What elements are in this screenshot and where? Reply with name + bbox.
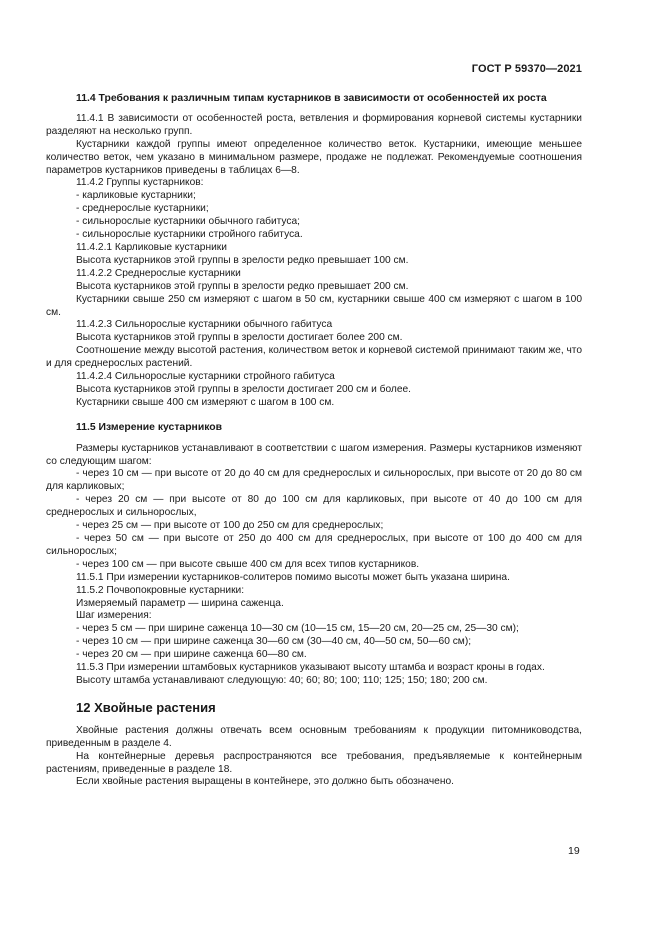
list-item: - через 10 см — при ширине саженца 30—60 см (30—40 см, 40—50 см, 50—60 см);	[76, 636, 472, 648]
paragraph: На контейнерные деревья распространяются все требования, предъявляемые к контейнерным растениям, приведенные в разделе 18.	[46, 750, 582, 775]
subsection-title: 11.4.2.3 Сильнорослые кустарники обычного габитуса	[76, 319, 333, 331]
page-body	[46, 90, 582, 789]
paragraph: Размеры кустарников устанавливают в соответствии с шагом измерения. Размеры кустарников изменяют со следующим шагом:	[46, 442, 582, 467]
paragraph: Высота кустарников этой группы в зрелости редко превышает 200 см.	[76, 280, 409, 292]
subsection-title: 11.4.2.1 Карликовые кустарники	[76, 241, 227, 253]
list-item: - через 20 см — при высоте от 80 до 100 см для карликовых, при высоте от 40 до 100 см для среднерослых и сильнорослых,	[46, 494, 582, 519]
subsection-title: 11.4.2.4 Сильнорослые кустарники стройного габитуса	[76, 371, 335, 383]
paragraph: Высоту штамба устанавливают следующую: 40; 60; 80; 100; 110; 125; 150; 180; 200 см.	[76, 674, 488, 686]
list-item: - через 20 см — при ширине саженца 60—80 см.	[76, 649, 307, 661]
subsection-title: 11.4.2.2 Среднерослые кустарники	[76, 267, 241, 279]
paragraph: 11.4.2 Группы кустарников:	[76, 177, 204, 189]
paragraph: Кустарники свыше 250 см измеряют с шагом в 50 см, кустарники свыше 400 см измеряют с шагом в 100 см.	[46, 293, 582, 318]
list-item: - сильнорослые кустарники стройного габитуса.	[76, 229, 303, 241]
list-item: - через 50 см — при высоте от 250 до 400 см для среднерослых, при высоте от 100 до 400 см для сильнорослых;	[46, 533, 582, 557]
paragraph: 11.5.2 Почвопокровные кустарники:	[76, 584, 245, 596]
list-item: - через 10 см — при высоте от 20 до 40 см для среднерослых и сильнорослых, при высоте от 20 до 80 см для карликовых;	[46, 468, 582, 493]
paragraph: Кустарники свыше 400 см измеряют с шагом в 100 см.	[76, 396, 335, 408]
list-item: - через 5 см — при ширине саженца 10—30 см (10—15 см, 15—20 см, 20—25 см, 25—30 см);	[76, 623, 519, 635]
section-heading-12: 12 Хвойные растения	[76, 699, 216, 715]
paragraph: Высота кустарников этой группы в зрелости достигает 200 см и более.	[76, 383, 412, 395]
document-code: ГОСТ Р 59370—2021	[471, 63, 582, 75]
list-item: - сильнорослые кустарники обычного габитуса;	[76, 216, 301, 228]
paragraph: Шаг измерения:	[76, 610, 152, 622]
paragraph: Высота кустарников этой группы в зрелости достигает более 200 см.	[76, 332, 403, 344]
paragraph: Соотношение между высотой растения, количеством веток и корневой системой принимают таким же, что и для среднерослых растений.	[46, 345, 583, 370]
paragraph: Высота кустарников этой группы в зрелости редко превышает 100 см.	[76, 254, 409, 266]
list-item: - через 100 см — при высоте свыше 400 см для всех типов кустарников.	[76, 558, 420, 570]
section-heading-11-5: 11.5 Измерение кустарников	[76, 421, 223, 433]
paragraph: Хвойные растения должны отвечать всем основным требованиям к продукции питомниководства, приведенным в разделе 4.	[46, 724, 582, 749]
section-heading-11-4: 11.4 Требования к различным типам кустарников в зависимости от особенностей их роста	[76, 93, 547, 104]
list-item: - через 25 см — при высоте от 100 до 250 см для среднерослых;	[76, 520, 384, 532]
paragraph: 11.5.3 При измерении штамбовых кустарников указывают высоту штамба и возраст кроны в годах.	[76, 662, 545, 674]
list-item: - среднерослые кустарники;	[76, 203, 209, 215]
paragraph: 11.5.1 При измерении кустарников-солитеров помимо высоты может быть указана ширина.	[76, 571, 510, 583]
page-number: 19	[568, 845, 580, 857]
paragraph: Если хвойные растения выращены в контейнере, это должно быть обозначено.	[76, 776, 454, 788]
paragraph: Измеряемый параметр — ширина саженца.	[76, 597, 284, 609]
list-item: - карликовые кустарники;	[76, 190, 196, 202]
paragraph: Кустарники каждой группы имеют определенное количество веток. Кустарники, имеющие меньшее количество веток, чем указано в минимальном размере, продаже не подлежат. Рекомендуемые соотношения параметров кустарников приведены в таблицах 6—8.	[46, 138, 582, 176]
paragraph: 11.4.1 В зависимости от особенностей роста, ветвления и формирования корневой системы кустарники разделяют на несколько групп.	[46, 112, 582, 137]
